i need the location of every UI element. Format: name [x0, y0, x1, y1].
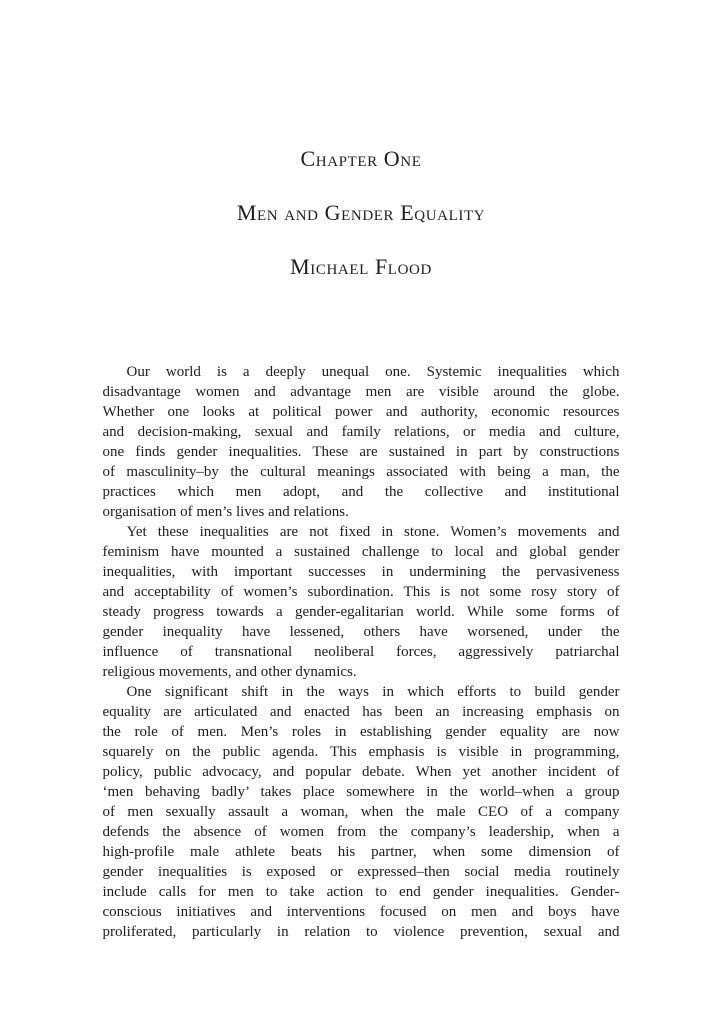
- text-line: gender inequalities is exposed or expressed–then social media routinely: [102, 864, 620, 880]
- text-line: and decision-making, sexual and family relations, or media and culture,: [102, 424, 620, 440]
- chapter-label: Chapter One: [300, 146, 422, 171]
- text-line: high-profile male athlete beats his partner, when some dimension of: [102, 844, 620, 860]
- text-line: religious movements, and other dynamics.: [102, 664, 357, 680]
- text-line: one finds gender inequalities. These are sustained in part by constructions: [102, 444, 620, 460]
- text-line: gender inequality have lessened, others have worsened, under the: [102, 624, 620, 640]
- text-line: the role of men. Men’s roles in establishing gender equality are now: [102, 724, 620, 740]
- paragraph: [103, 522, 620, 682]
- text-line: ‘men behaving badly’ takes place somewhere in the world–when a group: [102, 784, 620, 800]
- text-line: steady progress towards a gender-egalitarian world. While some forms of: [102, 604, 620, 620]
- text-line: proliferated, particularly in relation to violence prevention, sexual and: [102, 924, 620, 940]
- paragraph: [103, 362, 620, 522]
- text-line: conscious initiatives and interventions focused on men and boys have: [102, 904, 620, 920]
- text-line: equality are articulated and enacted has been an increasing emphasis on: [102, 704, 620, 720]
- text-line: Yet these inequalities are not fixed in stone. Women’s movements and: [126, 524, 620, 540]
- text-line: feminism have mounted a sustained challenge to local and global gender: [102, 544, 620, 560]
- text-line: One significant shift in the ways in which efforts to build gender: [126, 684, 620, 700]
- text-line: include calls for men to take action to end gender inequalities. Gender-: [102, 884, 620, 900]
- text-line: defends the absence of women from the company’s leadership, when a: [102, 824, 620, 840]
- text-line: of masculinity–by the cultural meanings associated with being a man, the: [102, 464, 620, 480]
- text-line: inequalities, with important successes in undermining the pervasiveness: [102, 564, 620, 580]
- chapter-heading-block: [0, 0, 722, 281]
- text-line: and acceptability of women’s subordination. This is not some rosy story of: [102, 584, 620, 600]
- text-line: squarely on the public agenda. This emphasis is visible in programming,: [102, 744, 620, 760]
- paragraph: [103, 682, 620, 942]
- chapter-title: Men and Gender Equality: [236, 200, 486, 225]
- text-line: practices which men adopt, and the collective and institutional: [102, 484, 620, 500]
- chapter-author: Michael Flood: [290, 254, 432, 279]
- text-line: organisation of men’s lives and relations.: [102, 504, 349, 520]
- text-line: influence of transnational neoliberal forces, aggressively patriarchal: [102, 644, 620, 660]
- text-line: Our world is a deeply unequal one. Systemic inequalities which: [126, 364, 620, 380]
- text-line: policy, public advocacy, and popular debate. When yet another incident of: [102, 764, 620, 780]
- text-line: Whether one looks at political power and authority, economic resources: [102, 404, 620, 420]
- text-line: of men sexually assault a woman, when the male CEO of a company: [102, 804, 620, 820]
- text-line: disadvantage women and advantage men are visible around the globe.: [102, 384, 620, 400]
- body-text: [103, 362, 620, 942]
